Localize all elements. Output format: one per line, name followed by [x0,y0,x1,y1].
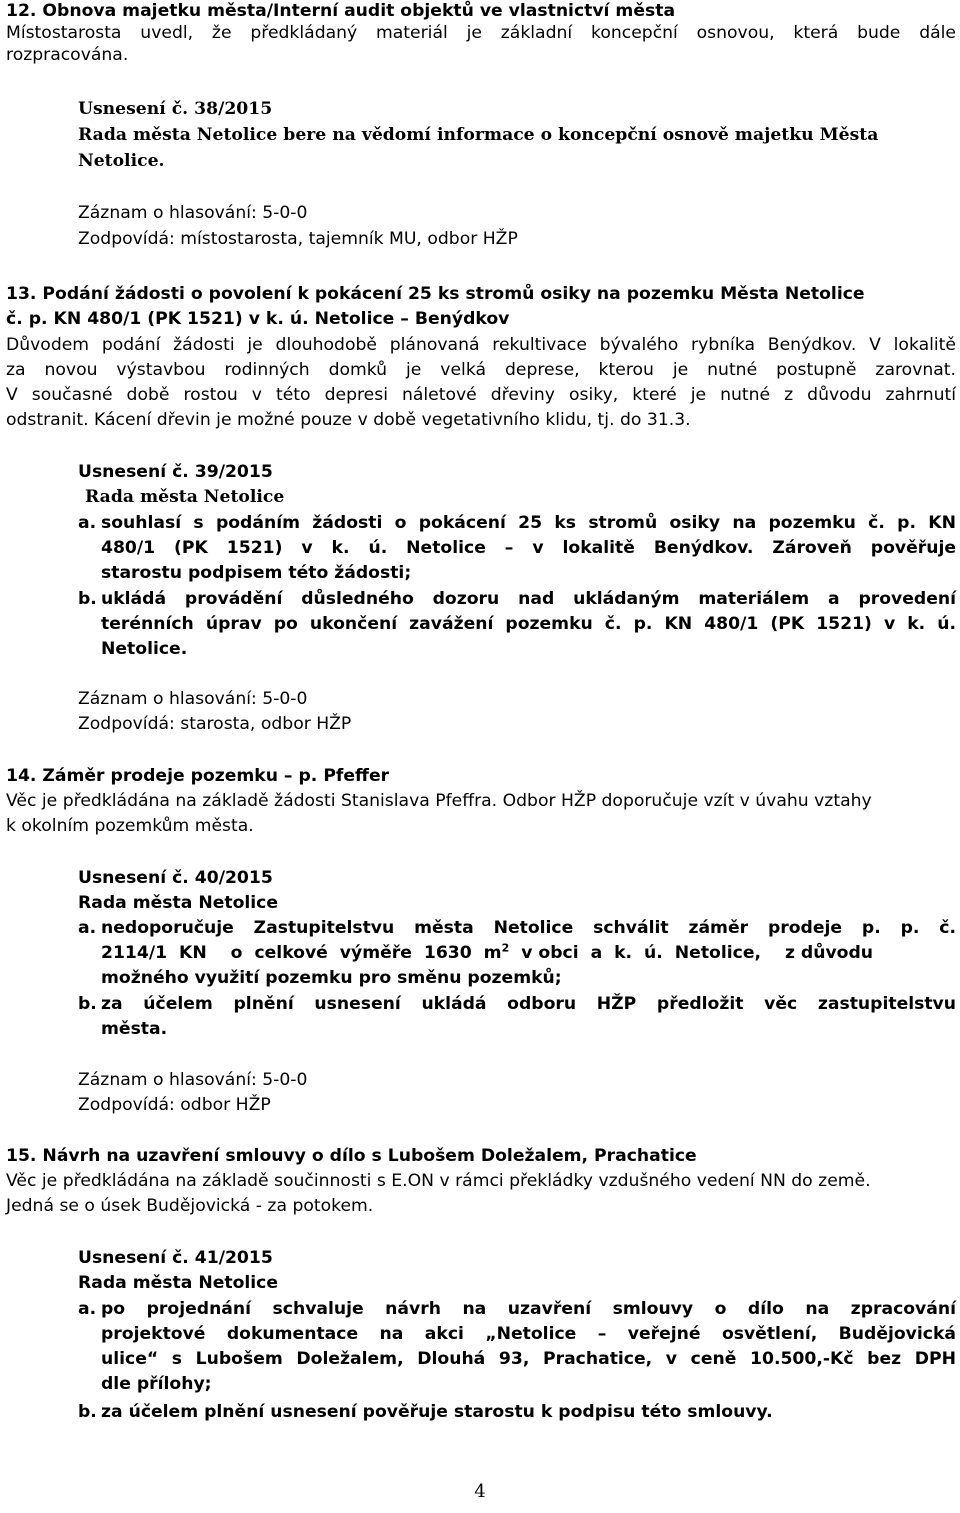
superscript: 2 [501,941,510,955]
section-14-text-line: k okolním pozemkům města. [6,816,254,836]
vote-record: Záznam o hlasování: 5-0-0 [78,203,308,223]
item-a-line: po projednání schvaluje návrh na uzavření smlouvy o dílo na zpracování [101,1299,956,1319]
resolution-38-line: Rada města Netolice bere na vědomí informace o koncepční osnově majetku Města [78,125,879,145]
section-15-heading: 15. Návrh na uzavření smlouvy o dílo s Lubošem Doležalem, Prachatice [6,1146,697,1166]
section-15-text-line: Věc je předkládána na základě součinnosti s E.ON v rámci překládky vzdušného vedení NN do země. [6,1171,871,1191]
item-a-line [101,942,956,964]
item-a-label: a. [78,918,97,938]
item-a-line: starostu podpisem této žádosti; [101,563,412,583]
responsible: Zodpovídá: starosta, odbor HŽP [78,714,352,734]
resolution-40-number: Usnesení č. 40/2015 [78,868,273,888]
item-b-line: za účelem plnění usnesení ukládá odboru HŽP předložit věc zastupitelstvu [101,994,956,1014]
item-a-line: projektové dokumentace na akci „Netolice – veřejné osvětlení, Budějovická [101,1324,956,1344]
item-b-label: b. [78,1402,97,1422]
section-13-text-line: V současné době rostou v této depresi náletové dřeviny osiky, které je nutné z důvodu zahrnutí [6,385,956,405]
item-a-line: 480/1 (PK 1521) v k. ú. Netolice – v lokalitě Benýdkov. Zároveň pověřuje [101,538,956,558]
resolution-38-number: Usnesení č. 38/2015 [78,99,273,119]
council-label: Rada města Netolice [78,1273,279,1293]
item-b-label: b. [78,994,97,1014]
section-13-heading: č. p. KN 480/1 (PK 1521) v k. ú. Netolice – Benýdkov [6,309,510,329]
council-label: Rada města Netolice [85,487,285,507]
section-14-heading: 14. Záměr prodeje pozemku – p. Pfeffer [6,766,390,786]
item-a-line-part: v obci a k. ú. Netolice, z důvodu [509,943,874,963]
item-a-line: ulice“ s Lubošem Doležalem, Dlouhá 93, Prachatice, v ceně 10.500,-Kč bez DPH [101,1349,956,1369]
resolution-38-line: Netolice. [78,151,165,171]
item-b-line: za účelem plnění usnesení pověřuje starostu k podpisu této smlouvy. [101,1402,773,1422]
page-number: 4 [474,1481,486,1502]
section-13-text-line: odstranit. Kácení dřevin je možné pouze v době vegetativního klidu, tj. do 31.3. [6,410,691,430]
section-15-text-line: Jedná se o úsek Budějovická - za potokem. [6,1196,374,1216]
resolution-41-number: Usnesení č. 41/2015 [78,1248,273,1268]
council-label: Rada města Netolice [78,893,279,913]
section-12-text-line: Místostarosta uvedl, že předkládaný materiál je základní koncepční osnovou, která bude dále [6,23,956,43]
section-13-heading: 13. Podání žádosti o povolení k pokácení 25 ks stromů osiky na pozemku Města Netolice [6,284,865,304]
item-b-label: b. [78,589,97,609]
responsible: Zodpovídá: odbor HŽP [78,1095,271,1115]
item-a-label: a. [78,1299,97,1319]
item-b-line: terénních úprav po ukončení zavážení pozemku č. p. KN 480/1 (PK 1521) v k. ú. [101,614,956,634]
item-a-line: souhlasí s podáním žádosti o pokácení 25 ks stromů osiky na pozemku č. p. KN [101,513,956,533]
section-12-text-line: rozpracována. [6,45,129,65]
item-b-line: Netolice. [101,639,188,659]
resolution-39-number: Usnesení č. 39/2015 [78,462,273,482]
section-13-text-line: za novou výstavbou rodinných domků je velká deprese, kterou je nutné postupně zarovnat. [6,360,956,380]
item-a-line: nedoporučuje Zastupitelstvu města Netolice schválit záměr prodeje p. p. č. [101,918,956,938]
section-12-heading: 12. Obnova majetku města/Interní audit objektů ve vlastnictví města [6,1,676,21]
section-14-text-line: Věc je předkládána na základě žádosti Stanislava Pfeffra. Odbor HŽP doporučuje vzít v úvahu vztahy [6,791,872,811]
responsible: Zodpovídá: místostarosta, tajemník MU, odbor HŽP [78,229,518,249]
item-b-line: města. [101,1019,168,1039]
item-b-line: ukládá provádění důsledného dozoru nad ukládaným materiálem a provedení [101,589,956,609]
item-a-line: možného využití pozemku pro směnu pozemků; [101,968,562,988]
item-a-label: a. [78,513,97,533]
vote-record: Záznam o hlasování: 5-0-0 [78,689,308,709]
section-13-text-line: Důvodem podání žádosti je dlouhodobě plánovaná rekultivace bývalého rybníka Benýdkov. V lokalitě [6,335,956,355]
item-a-line-part: 2114/1 KN o celkové výměře 1630 m [101,943,502,963]
item-a-line: dle přílohy; [101,1374,212,1394]
vote-record: Záznam o hlasování: 5-0-0 [78,1070,308,1090]
